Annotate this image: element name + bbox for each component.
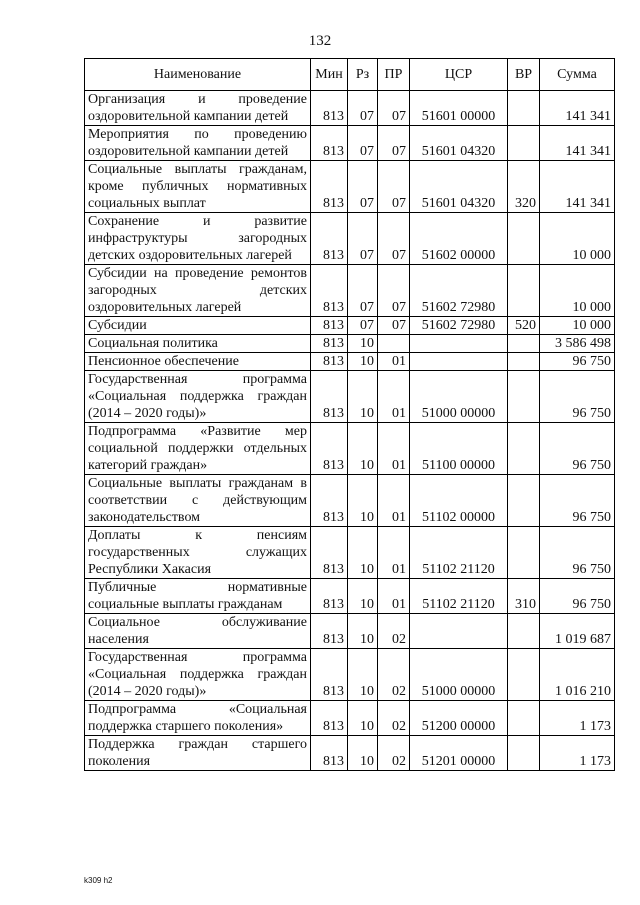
cell-vr <box>508 371 540 423</box>
cell-rz: 10 <box>348 614 378 649</box>
cell-rz: 07 <box>348 213 378 265</box>
cell-sum: 3 586 498 <box>540 335 615 353</box>
cell-pr: 07 <box>378 213 410 265</box>
cell-min: 813 <box>311 736 348 771</box>
cell-sum: 1 173 <box>540 736 615 771</box>
cell-sum: 96 750 <box>540 475 615 527</box>
cell-vr <box>508 335 540 353</box>
cell-csr: 51602 00000 <box>410 213 508 265</box>
table-row <box>85 701 615 736</box>
cell-pr: 07 <box>378 91 410 126</box>
cell-vr <box>508 126 540 161</box>
cell-rz: 07 <box>348 265 378 317</box>
footer-code: k309 h2 <box>84 876 113 885</box>
cell-vr: 310 <box>508 579 540 614</box>
cell-min: 813 <box>311 213 348 265</box>
header-min: Мин <box>311 59 348 91</box>
cell-sum: 1 019 687 <box>540 614 615 649</box>
table-row <box>85 161 615 213</box>
cell-sum: 10 000 <box>540 317 615 335</box>
cell-min: 813 <box>311 265 348 317</box>
cell-pr: 02 <box>378 736 410 771</box>
cell-sum: 96 750 <box>540 371 615 423</box>
cell-csr: 51100 00000 <box>410 423 508 475</box>
cell-vr <box>508 423 540 475</box>
cell-csr: 51000 00000 <box>410 649 508 701</box>
header-rz: Рз <box>348 59 378 91</box>
cell-min: 813 <box>311 475 348 527</box>
cell-pr: 01 <box>378 527 410 579</box>
page-number: 132 <box>308 33 332 49</box>
cell-csr: 51601 04320 <box>410 161 508 213</box>
cell-sum: 10 000 <box>540 265 615 317</box>
cell-min: 813 <box>311 649 348 701</box>
cell-pr: 07 <box>378 126 410 161</box>
cell-vr <box>508 475 540 527</box>
cell-pr: 07 <box>378 161 410 213</box>
cell-sum: 141 341 <box>540 161 615 213</box>
cell-vr <box>508 649 540 701</box>
cell-pr: 01 <box>378 475 410 527</box>
cell-vr <box>508 701 540 736</box>
cell-min: 813 <box>311 353 348 371</box>
cell-rz: 10 <box>348 335 378 353</box>
cell-sum: 141 341 <box>540 91 615 126</box>
cell-vr <box>508 353 540 371</box>
cell-rz: 10 <box>348 649 378 701</box>
cell-csr: 51201 00000 <box>410 736 508 771</box>
table-row <box>85 475 615 527</box>
cell-min: 813 <box>311 371 348 423</box>
budget-table <box>84 58 615 771</box>
cell-pr: 01 <box>378 579 410 614</box>
cell-sum: 1 173 <box>540 701 615 736</box>
cell-csr <box>410 353 508 371</box>
header-name: Наименование <box>85 59 311 91</box>
cell-vr <box>508 91 540 126</box>
cell-name: Подпрограмма «Социальная поддержка старшего поколения» <box>85 701 311 736</box>
table-row <box>85 213 615 265</box>
cell-name: Социальные выплаты гражданам в соответствии с действующим законодательством <box>85 475 311 527</box>
cell-csr: 51102 00000 <box>410 475 508 527</box>
cell-min: 813 <box>311 317 348 335</box>
table-row <box>85 317 615 335</box>
cell-csr: 51200 00000 <box>410 701 508 736</box>
cell-rz: 10 <box>348 701 378 736</box>
cell-min: 813 <box>311 614 348 649</box>
cell-pr: 02 <box>378 649 410 701</box>
cell-min: 813 <box>311 335 348 353</box>
table-row <box>85 649 615 701</box>
cell-rz: 07 <box>348 161 378 213</box>
cell-pr: 01 <box>378 423 410 475</box>
header-csr: ЦСР <box>410 59 508 91</box>
cell-min: 813 <box>311 91 348 126</box>
cell-vr: 520 <box>508 317 540 335</box>
cell-rz: 10 <box>348 527 378 579</box>
cell-csr: 51102 21120 <box>410 527 508 579</box>
cell-sum: 10 000 <box>540 213 615 265</box>
cell-vr <box>508 213 540 265</box>
cell-rz: 10 <box>348 736 378 771</box>
cell-pr <box>378 335 410 353</box>
header-pr: ПР <box>378 59 410 91</box>
header-vr: ВР <box>508 59 540 91</box>
cell-name: Социальное обслуживание населения <box>85 614 311 649</box>
cell-min: 813 <box>311 579 348 614</box>
table-header-row <box>85 59 615 91</box>
cell-sum: 141 341 <box>540 126 615 161</box>
cell-sum: 1 016 210 <box>540 649 615 701</box>
cell-pr: 07 <box>378 317 410 335</box>
cell-rz: 07 <box>348 317 378 335</box>
table-row <box>85 353 615 371</box>
cell-vr: 320 <box>508 161 540 213</box>
cell-name: Доплаты к пенсиям государственных служащих Республики Хакасия <box>85 527 311 579</box>
cell-name: Организация и проведение оздоровительной кампании детей <box>85 91 311 126</box>
cell-min: 813 <box>311 161 348 213</box>
cell-rz: 10 <box>348 475 378 527</box>
cell-rz: 10 <box>348 579 378 614</box>
cell-min: 813 <box>311 527 348 579</box>
cell-csr: 51601 00000 <box>410 91 508 126</box>
cell-name: Пенсионное обеспечение <box>85 353 311 371</box>
cell-name: Публичные нормативные социальные выплаты гражданам <box>85 579 311 614</box>
cell-name: Поддержка граждан старшего поколения <box>85 736 311 771</box>
cell-name: Субсидии на проведение ремонтов загородных детских оздоровительных лагерей <box>85 265 311 317</box>
cell-pr: 02 <box>378 614 410 649</box>
cell-rz: 10 <box>348 423 378 475</box>
cell-vr <box>508 527 540 579</box>
cell-name: Социальная политика <box>85 335 311 353</box>
table-row <box>85 579 615 614</box>
cell-min: 813 <box>311 126 348 161</box>
cell-csr: 51102 21120 <box>410 579 508 614</box>
table-row <box>85 371 615 423</box>
table-row <box>85 736 615 771</box>
cell-rz: 07 <box>348 91 378 126</box>
cell-csr <box>410 335 508 353</box>
cell-name: Государственная программа «Социальная поддержка граждан (2014 – 2020 годы)» <box>85 371 311 423</box>
table-row <box>85 126 615 161</box>
cell-rz: 07 <box>348 126 378 161</box>
table-row <box>85 265 615 317</box>
cell-pr: 01 <box>378 353 410 371</box>
cell-rz: 10 <box>348 353 378 371</box>
cell-vr <box>508 265 540 317</box>
cell-sum: 96 750 <box>540 527 615 579</box>
cell-csr: 51602 72980 <box>410 265 508 317</box>
cell-name: Социальные выплаты гражданам, кроме публичных нормативных социальных выплат <box>85 161 311 213</box>
cell-pr: 01 <box>378 371 410 423</box>
cell-min: 813 <box>311 423 348 475</box>
cell-rz: 10 <box>348 371 378 423</box>
cell-pr: 02 <box>378 701 410 736</box>
cell-name: Сохранение и развитие инфраструктуры загородных детских оздоровительных лагерей <box>85 213 311 265</box>
cell-pr: 07 <box>378 265 410 317</box>
cell-csr <box>410 614 508 649</box>
cell-name: Подпрограмма «Развитие мер социальной поддержки отдельных категорий граждан» <box>85 423 311 475</box>
table-row <box>85 423 615 475</box>
cell-csr: 51601 04320 <box>410 126 508 161</box>
cell-name: Мероприятия по проведению оздоровительной кампании детей <box>85 126 311 161</box>
cell-csr: 51000 00000 <box>410 371 508 423</box>
cell-vr <box>508 614 540 649</box>
cell-sum: 96 750 <box>540 353 615 371</box>
cell-csr: 51602 72980 <box>410 317 508 335</box>
cell-name: Государственная программа «Социальная поддержка граждан (2014 – 2020 годы)» <box>85 649 311 701</box>
table-row <box>85 614 615 649</box>
cell-min: 813 <box>311 701 348 736</box>
table-row <box>85 91 615 126</box>
cell-vr <box>508 736 540 771</box>
table-row <box>85 335 615 353</box>
table-row <box>85 527 615 579</box>
header-sum: Сумма <box>540 59 615 91</box>
cell-sum: 96 750 <box>540 423 615 475</box>
cell-sum: 96 750 <box>540 579 615 614</box>
cell-name: Субсидии <box>85 317 311 335</box>
table-body <box>85 91 615 771</box>
